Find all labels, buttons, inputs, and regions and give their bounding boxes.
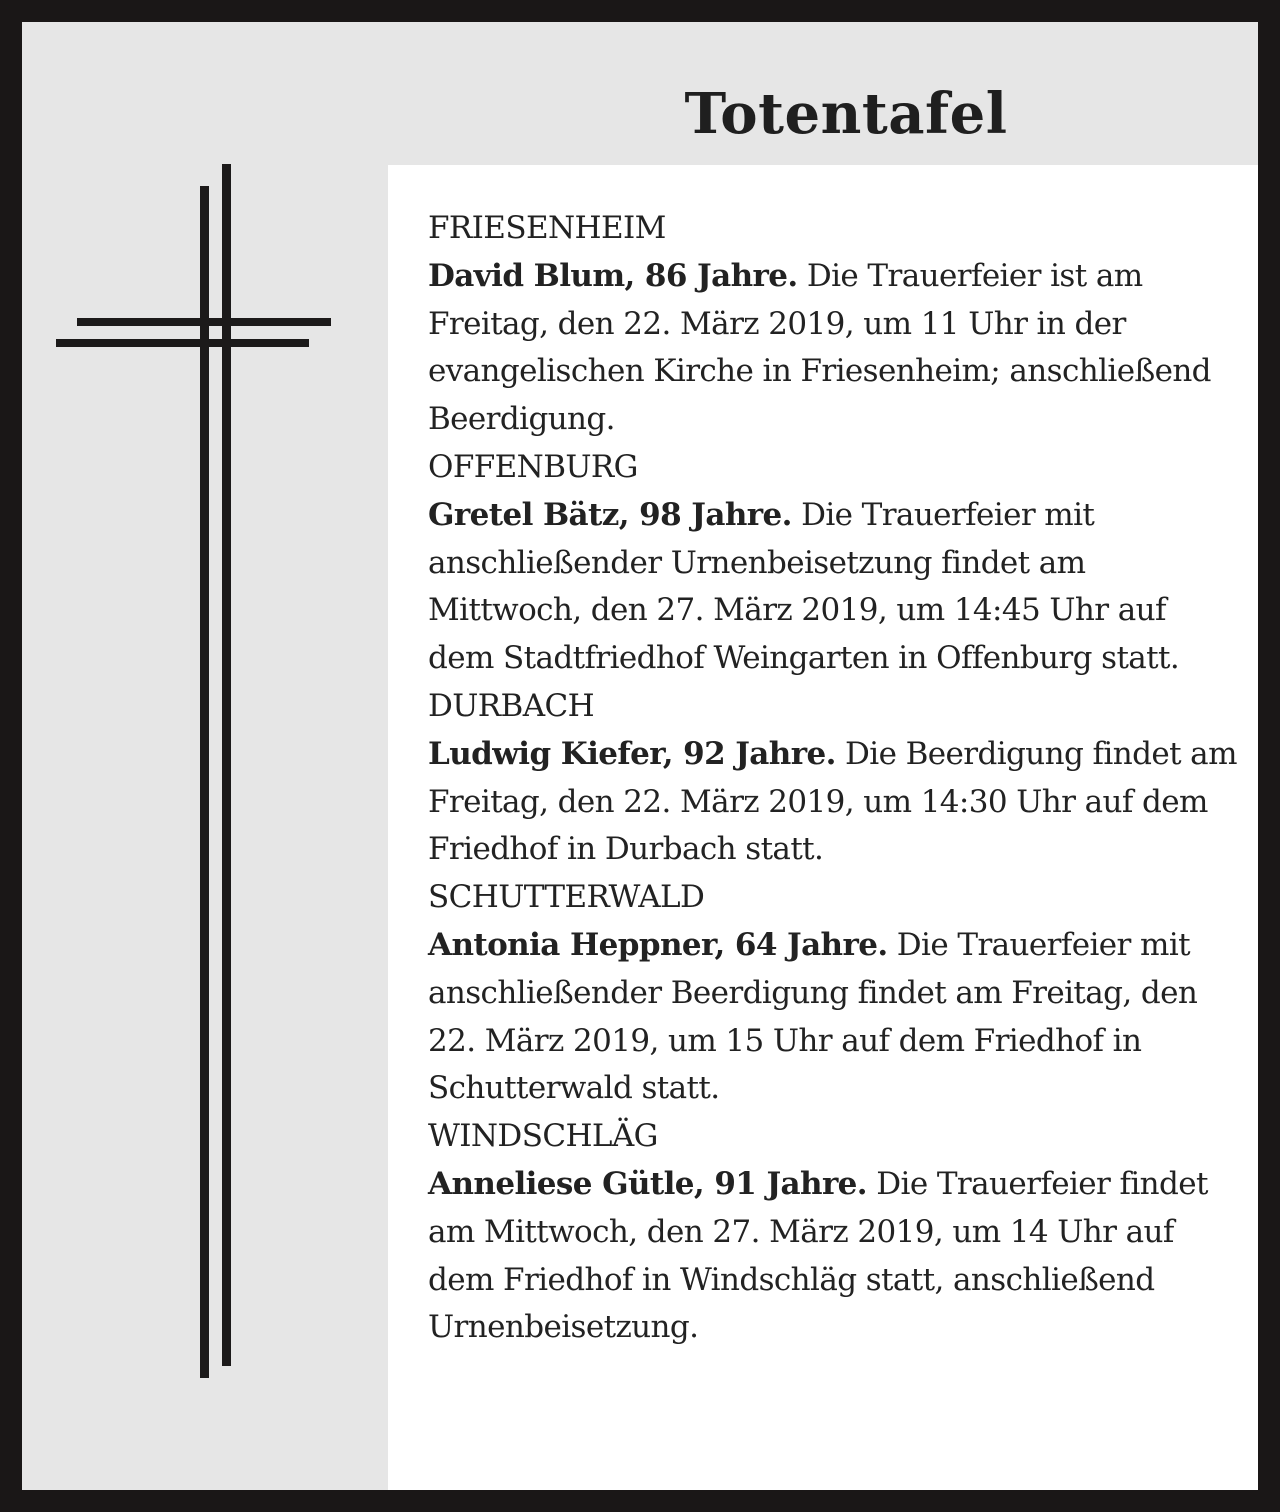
entry-text: Die Trauerfeier ist am Freitag, den 22. März 2019, um 11 Uhr in der evangelischen Kirche in Friesenheim; anschließend Beerdigung. [428,257,1211,438]
obituary-entry [428,1113,1238,1352]
entry-name: David Blum, 86 Jahre. [428,257,798,294]
obituary-entry [428,205,1238,444]
notice-frame [22,22,1258,1490]
entry-name: Gretel Bätz, 98 Jahre. [428,496,792,533]
page-title: Totentafel [684,81,1008,147]
obituary-entry [428,874,1238,1113]
entry-text: Die Trauerfeier mit anschließender Urnenbeisetzung findet am Mittwoch, den 27. März 2019, um 14:45 Uhr auf dem Stadtfriedhof Weingarten in Offenburg statt. [428,496,1180,677]
entry-place: SCHUTTERWALD [428,879,705,916]
entry-name: Ludwig Kiefer, 92 Jahre. [428,735,836,772]
entry-place: DURBACH [428,687,595,724]
entry-text: Die Trauerfeier mit anschließender Beerdigung findet am Freitag, den 22. März 2019, um 15 Uhr auf dem Friedhof in Schutterwald statt. [428,926,1198,1107]
entry-name: Anneliese Gütle, 91 Jahre. [428,1165,867,1202]
entry-place: OFFENBURG [428,448,638,485]
entry-place: FRIESENHEIM [428,210,666,246]
cross-icon [22,22,388,1490]
entry-text: Die Trauerfeier findet am Mittwoch, den 27. März 2019, um 14 Uhr auf dem Friedhof in Windschläg statt, anschließend Urnenbeisetzung. [428,1165,1208,1346]
obituary-list [388,165,1258,1490]
obituary-entry [428,683,1238,874]
entry-text: Die Beerdigung findet am Freitag, den 22. März 2019, um 14:30 Uhr auf dem Friedhof in Durbach statt. [428,735,1237,868]
entry-place: WINDSCHLÄG [428,1118,658,1155]
entry-name: Antonia Heppner, 64 Jahre. [428,926,888,963]
obituary-entry [428,444,1238,683]
